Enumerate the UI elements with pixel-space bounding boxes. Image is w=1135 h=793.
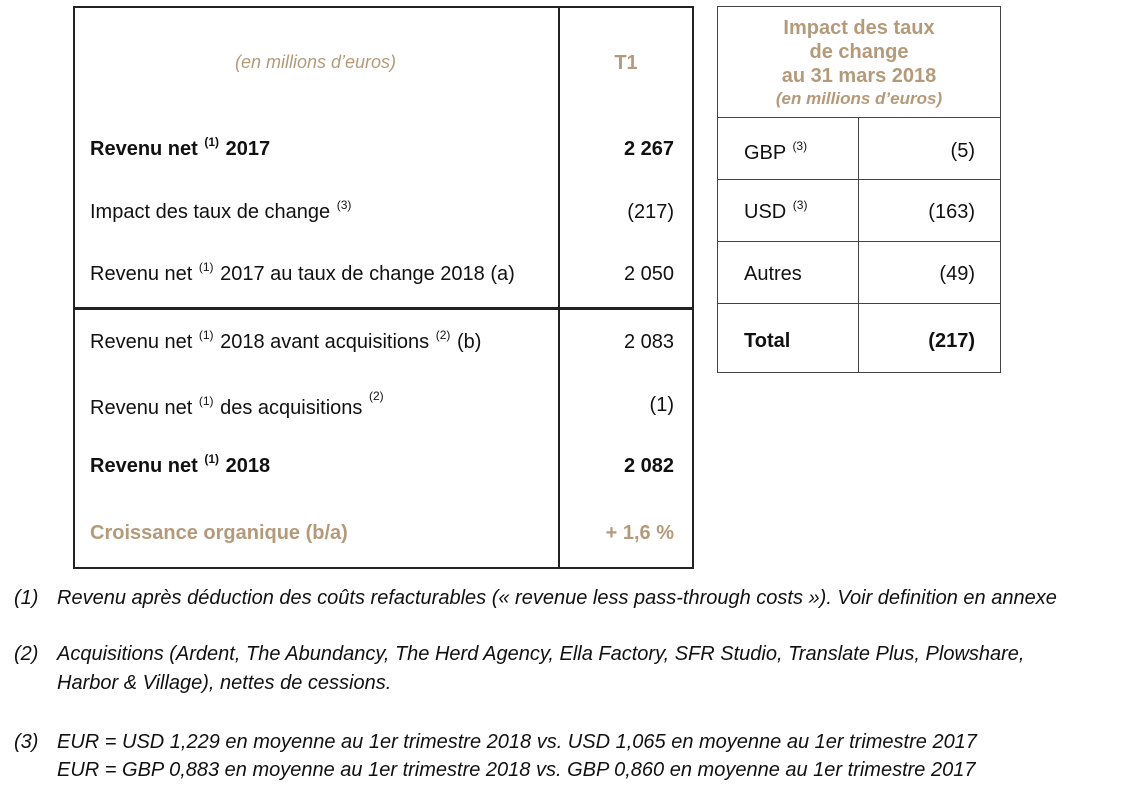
footnote-text: Acquisitions (Ardent, The Abundancy, The Herd Agency, Ella Factory, SFR Studio, Translate Plus, Plowshare,	[57, 643, 1025, 665]
fx-impact-table	[717, 6, 1001, 373]
fx-table-title: Impact des taux de change au 31 mars 2018	[781, 17, 937, 87]
currency-label: Autres	[744, 263, 802, 285]
table-row-label: Revenu net $^{(1)}$ 2017	[90, 135, 271, 160]
table-row-value: 2 050	[623, 263, 674, 285]
currency-label: GBP $^{(3)}$	[744, 139, 808, 164]
currency-label: USD $^{(3)}$	[744, 198, 808, 223]
table-row-value: (217)	[627, 201, 674, 223]
footnote-text: Revenu après déduction des coûts refacturables (« revenue less pass-through costs »). Voir definition en annexe	[57, 587, 1057, 609]
organic-growth-value: + 1,6 %	[605, 522, 674, 544]
total-value: (217)	[928, 330, 975, 352]
column-divider	[858, 117, 859, 373]
table-row-value: 2 083	[623, 331, 674, 353]
row-divider	[717, 117, 1001, 118]
footnote-text: Harbor & Village), nettes de cessions.	[57, 672, 392, 694]
column-divider	[558, 6, 560, 569]
table-row-value: 2 082	[623, 455, 674, 477]
row-divider	[717, 179, 1001, 180]
footnote-number: (1)	[14, 587, 39, 609]
table-border	[73, 6, 694, 569]
table-row-label: Impact des taux de change $^{(3)}$	[90, 198, 352, 223]
footnote-number: (3)	[14, 731, 39, 753]
table-row-value: (1)	[649, 394, 674, 416]
footnote-text: EUR = USD 1,229 en moyenne au 1er trimestre 2018 vs. USD 1,065 en moyenne au 1er trimestre 2017	[57, 731, 977, 753]
footnote-text: EUR = GBP 0,883 en moyenne au 1er trimestre 2018 vs. GBP 0,860 en moyenne au 1er trimestre 2017	[57, 759, 976, 781]
organic-growth-label: Croissance organique (b/a)	[90, 522, 348, 544]
currency-value: (5)	[950, 140, 975, 162]
currency-value: (163)	[928, 201, 975, 223]
table-row-value: 2 267	[623, 138, 674, 160]
section-divider	[73, 307, 694, 310]
period-header: T1	[614, 52, 638, 74]
table-row-label: Revenu net $^{(1)}$ 2018 avant acquisitions $^{(2)}$ (b)	[90, 328, 482, 353]
row-divider	[717, 303, 1001, 304]
total-label: Total	[744, 330, 791, 352]
fx-table-unit: (en millions d’euros)	[775, 89, 943, 108]
table-row-label: Revenu net $^{(1)}$ 2018	[90, 452, 271, 477]
organic-growth-table	[73, 6, 694, 569]
table-row-label: Revenu net $^{(1)}$ des acquisitions $^{(2)}$	[90, 389, 384, 419]
unit-header: (en millions d’euros)	[234, 52, 397, 72]
footnote-number: (2)	[14, 643, 39, 665]
table-row-label: Revenu net $^{(1)}$ 2017 au taux de change 2018 (a)	[90, 260, 515, 285]
currency-value: (49)	[939, 263, 975, 285]
row-divider	[717, 241, 1001, 242]
